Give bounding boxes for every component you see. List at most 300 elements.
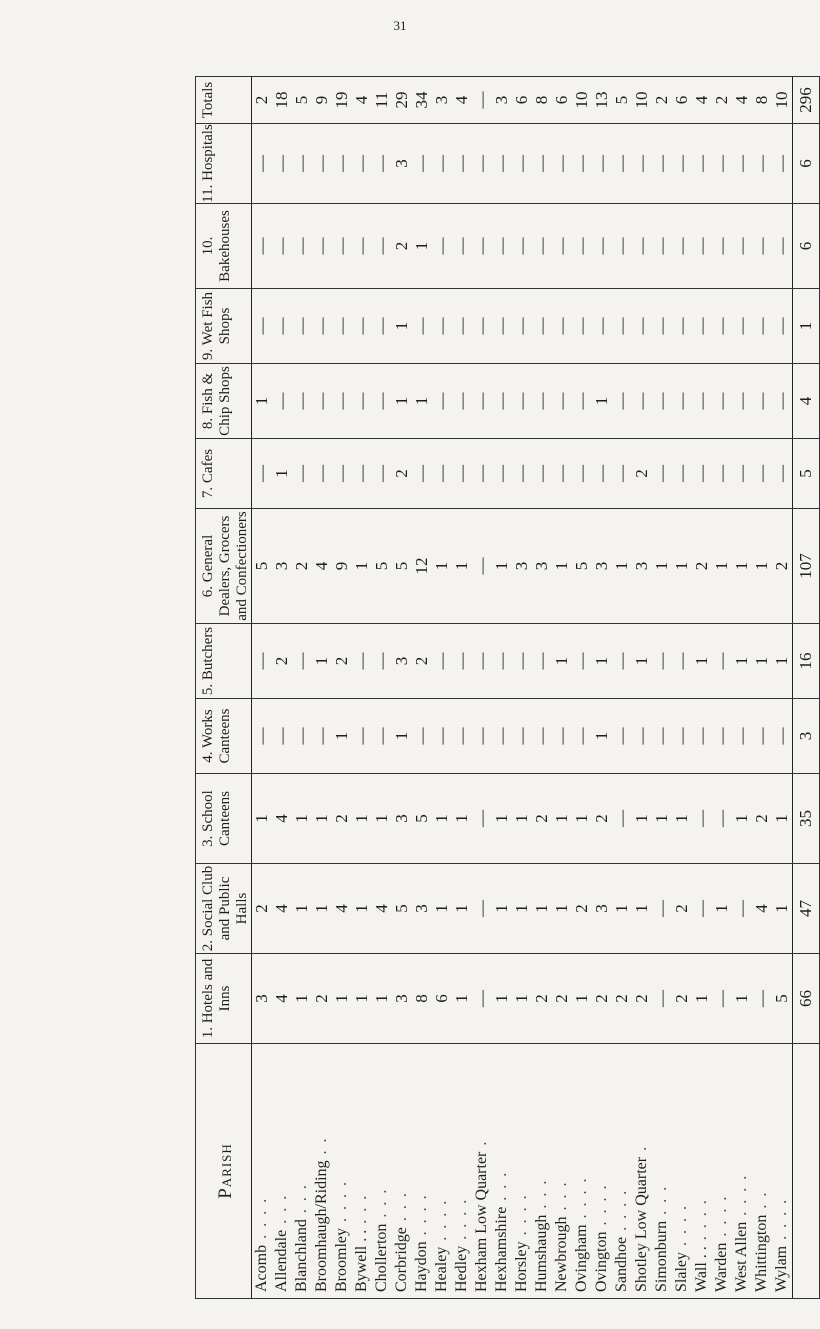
table-cell: 10 [772, 77, 793, 124]
table-cell: 1 [532, 864, 552, 954]
table-cell: — [412, 124, 432, 204]
table-cell: 1 [372, 774, 392, 864]
table-cell: — [652, 289, 672, 364]
table-cell: 2 [752, 774, 772, 864]
table-cell: — [652, 439, 672, 509]
table-cell: 2 [252, 864, 273, 954]
table-row [672, 77, 692, 1299]
table-row [532, 77, 552, 1299]
table-cell: 1 [732, 954, 752, 1044]
table-cell: 1 [412, 364, 432, 439]
table-body [252, 77, 820, 1299]
table-cell: 1 [512, 864, 532, 954]
table-cell: 1 [772, 864, 793, 954]
table-cell: — [332, 124, 352, 204]
leader-dots: . . . [553, 1180, 570, 1217]
page-number: 31 [393, 18, 407, 33]
table-cell: — [672, 439, 692, 509]
table-cell: — [552, 289, 572, 364]
table-cell: 1 [612, 864, 632, 954]
column-header: 6. General Dealers, Grocers and Confectioners [196, 509, 252, 624]
table-cell: 2 [532, 774, 552, 864]
table-cell: — [652, 954, 672, 1044]
food-premises-table-frame [195, 77, 815, 1299]
leader-dots: . . . [533, 1178, 550, 1215]
table-row [472, 77, 492, 1299]
table-cell: 1 [652, 509, 672, 624]
table-row [332, 77, 352, 1299]
table-row [632, 77, 652, 1299]
table-cell: — [452, 624, 472, 699]
parish-name [452, 1044, 472, 1299]
table-cell: — [712, 699, 732, 774]
table-cell: 1 [572, 774, 592, 864]
leader-dots: . . . . [693, 1198, 710, 1247]
parish-name [372, 1044, 392, 1299]
table-cell: — [632, 289, 652, 364]
table-cell: — [652, 624, 672, 699]
table-cell: 4 [452, 77, 472, 124]
table-cell: — [512, 204, 532, 289]
total-cell: 16 [793, 624, 820, 699]
table-cell: 2 [672, 954, 692, 1044]
table-cell: — [272, 699, 292, 774]
parish-name [272, 1044, 292, 1299]
table-cell: 2 [612, 954, 632, 1044]
table-cell: — [372, 439, 392, 509]
table-cell: — [252, 699, 273, 774]
parish-name [512, 1044, 532, 1299]
table-row [392, 77, 412, 1299]
table-cell: 34 [412, 77, 432, 124]
leader-dots: . . . [373, 1187, 390, 1224]
table-cell: 1 [552, 509, 572, 624]
table-cell: — [452, 289, 472, 364]
table-cell: 2 [632, 954, 652, 1044]
table-cell: — [372, 289, 392, 364]
table-cell: — [292, 624, 312, 699]
table-cell: — [612, 774, 632, 864]
table-cell: — [612, 124, 632, 204]
table-row [492, 77, 512, 1299]
table-cell: — [532, 289, 552, 364]
leader-dots: . . . . [733, 1173, 750, 1222]
table-cell: — [292, 289, 312, 364]
table-cell: — [492, 289, 512, 364]
table-cell: — [692, 699, 712, 774]
leader-dots: . . . [393, 1191, 410, 1228]
leader-dots: . . . . [453, 1197, 470, 1246]
table-cell: 1 [652, 774, 672, 864]
table-cell: — [472, 774, 492, 864]
table-cell: — [592, 439, 612, 509]
table-cell: — [732, 864, 752, 954]
table-cell: — [632, 204, 652, 289]
parish-label: Broomhaugh/Riding [313, 1160, 330, 1292]
table-cell: — [332, 364, 352, 439]
parish-name [752, 1044, 772, 1299]
table-cell: 4 [312, 509, 332, 624]
column-header: 8. Fish & Chip Shops [196, 364, 252, 439]
leader-dots: . . . . [613, 1188, 630, 1237]
table-cell: — [712, 439, 732, 509]
table-cell: 2 [332, 624, 352, 699]
leader-dots: . . . . [573, 1176, 590, 1225]
table-row [772, 77, 793, 1299]
table-cell: 1 [492, 509, 512, 624]
table-cell: — [372, 204, 392, 289]
table-cell: — [372, 624, 392, 699]
table-cell: — [352, 204, 372, 289]
parish-label: Humshaugh [533, 1214, 550, 1292]
table-cell: — [692, 774, 712, 864]
table-cell: — [692, 204, 712, 289]
parish-label: Slaley [673, 1252, 690, 1292]
table-cell: 1 [452, 954, 472, 1044]
table-cell: 1 [512, 954, 532, 1044]
table-cell: 8 [532, 77, 552, 124]
leader-dots: . . . . [253, 1196, 270, 1245]
table-cell: — [472, 124, 492, 204]
table-cell: 1 [352, 509, 372, 624]
table-cell: 1 [632, 774, 652, 864]
table-cell: — [612, 289, 632, 364]
table-cell: 1 [432, 864, 452, 954]
table-cell: 1 [292, 954, 312, 1044]
table-cell: 3 [392, 124, 412, 204]
leader-dots: . . . . [773, 1197, 790, 1246]
table-cell: — [492, 439, 512, 509]
parish-label: Chollerton [373, 1223, 390, 1292]
total-cell: 6 [793, 124, 820, 204]
table-cell: 6 [432, 954, 452, 1044]
parish-name [772, 1044, 793, 1299]
table-cell: 1 [352, 954, 372, 1044]
table-cell: 2 [652, 77, 672, 124]
table-cell: — [472, 439, 492, 509]
table-cell: — [492, 204, 512, 289]
table-cell: — [312, 439, 332, 509]
table-cell: — [712, 954, 732, 1044]
table-cell: — [652, 204, 672, 289]
table-cell: 2 [712, 77, 732, 124]
parish-name [632, 1044, 652, 1299]
table-cell: 3 [392, 954, 412, 1044]
table-cell: — [572, 124, 592, 204]
parish-name [572, 1044, 592, 1299]
table-row [612, 77, 632, 1299]
table-cell: 1 [632, 864, 652, 954]
table-cell: — [752, 439, 772, 509]
table-cell: — [772, 699, 793, 774]
table-cell: — [752, 954, 772, 1044]
table-cell: 2 [572, 864, 592, 954]
table-cell: 6 [512, 77, 532, 124]
table-cell: — [512, 124, 532, 204]
parish-label: Acomb [253, 1244, 270, 1292]
table-cell: 12 [412, 509, 432, 624]
food-premises-table [195, 76, 820, 1299]
total-cell: 35 [793, 774, 820, 864]
parish-label: West Allen [733, 1221, 750, 1292]
table-cell: 2 [772, 509, 793, 624]
table-cell: 2 [412, 624, 432, 699]
table-cell: — [312, 364, 332, 439]
table-cell: 4 [732, 77, 752, 124]
table-cell: 9 [332, 509, 352, 624]
table-cell: 1 [772, 624, 793, 699]
table-cell: 2 [392, 204, 412, 289]
parish-name [412, 1044, 432, 1299]
table-cell: — [292, 124, 312, 204]
table-cell: — [472, 77, 492, 124]
table-cell: 10 [572, 77, 592, 124]
parish-name [652, 1044, 672, 1299]
table-cell: — [552, 364, 572, 439]
table-cell: — [352, 364, 372, 439]
table-cell: — [552, 699, 572, 774]
parish-name [592, 1044, 612, 1299]
table-cell: 1 [452, 864, 472, 954]
table-cell: 2 [632, 439, 652, 509]
parish-label: Healey [433, 1246, 450, 1292]
table-cell: 1 [612, 509, 632, 624]
table-cell: 1 [732, 509, 752, 624]
table-cell: — [652, 699, 672, 774]
table-cell: 1 [252, 774, 273, 864]
column-header: 7. Cafes [196, 439, 252, 509]
table-cell: — [312, 204, 332, 289]
table-cell: 1 [732, 774, 752, 864]
leader-dots: . . . . [593, 1183, 610, 1232]
table-cell: — [452, 124, 472, 204]
table-row [312, 77, 332, 1299]
table-cell: — [312, 289, 332, 364]
table-cell: 1 [732, 624, 752, 699]
column-header: 2. Social Club and Public Halls [196, 864, 252, 954]
table-cell: — [412, 439, 432, 509]
parish-label: Hexham Low Quarter [473, 1151, 490, 1292]
table-cell: — [572, 624, 592, 699]
table-cell: 5 [772, 954, 793, 1044]
column-header: 10. Bakehouses [196, 204, 252, 289]
table-cell: 18 [272, 77, 292, 124]
table-cell: — [772, 289, 793, 364]
totals-row [793, 77, 820, 1299]
table-cell: — [372, 699, 392, 774]
parish-name [492, 1044, 512, 1299]
parish-label: Ovingham [573, 1224, 590, 1292]
table-cell: — [332, 289, 352, 364]
table-cell: — [532, 364, 552, 439]
table-cell: — [472, 864, 492, 954]
parish-label: Wall . . [693, 1246, 710, 1292]
table-cell: 1 [712, 509, 732, 624]
table-cell: — [472, 289, 492, 364]
table-cell: 1 [412, 204, 432, 289]
table-cell: — [692, 364, 712, 439]
table-cell: — [532, 439, 552, 509]
table-cell: 29 [392, 77, 412, 124]
table-cell: 1 [452, 509, 472, 624]
table-row [732, 77, 752, 1299]
table-cell: — [272, 364, 292, 439]
table-row [252, 77, 273, 1299]
table-cell: — [672, 699, 692, 774]
table-cell: — [752, 124, 772, 204]
table-cell: — [732, 204, 752, 289]
table-cell: — [492, 699, 512, 774]
table-cell: — [432, 289, 452, 364]
parish-label: Hexhamshire [493, 1206, 510, 1292]
table-cell: 2 [392, 439, 412, 509]
table-cell: — [692, 439, 712, 509]
parish-name [352, 1044, 372, 1299]
table-cell: — [712, 204, 732, 289]
table-cell: — [252, 204, 273, 289]
table-cell: — [572, 204, 592, 289]
table-cell: 4 [332, 864, 352, 954]
total-cell: 6 [793, 204, 820, 289]
table-cell: — [572, 439, 592, 509]
table-cell: — [672, 204, 692, 289]
table-cell: 1 [512, 774, 532, 864]
table-cell: 1 [272, 439, 292, 509]
table-row [592, 77, 612, 1299]
table-cell: — [292, 364, 312, 439]
table-cell: 1 [672, 774, 692, 864]
total-cell: 296 [793, 77, 820, 124]
table-cell: — [352, 289, 372, 364]
table-cell: 1 [552, 864, 572, 954]
leader-dots: . . . [273, 1193, 290, 1230]
table-cell: 1 [692, 624, 712, 699]
table-cell: 1 [592, 699, 612, 774]
table-row [692, 77, 712, 1299]
parish-name [332, 1044, 352, 1299]
table-cell: — [752, 204, 772, 289]
leader-dots: . . . . [673, 1204, 690, 1252]
table-cell: 3 [592, 509, 612, 624]
total-cell: 1 [793, 289, 820, 364]
leader-dots: . . . [353, 1193, 370, 1230]
table-cell: — [432, 204, 452, 289]
table-cell: — [692, 124, 712, 204]
table-cell: — [732, 439, 752, 509]
table-cell: 4 [752, 864, 772, 954]
table-cell: — [752, 699, 772, 774]
table-cell: 1 [692, 954, 712, 1044]
leader-dots: . [633, 1144, 650, 1157]
column-header: 11. Hospitals [196, 124, 252, 204]
table-cell: — [472, 699, 492, 774]
table-cell: — [432, 624, 452, 699]
parish-name [312, 1044, 332, 1299]
table-cell: — [732, 699, 752, 774]
table-cell: 3 [252, 954, 273, 1044]
table-cell: — [752, 289, 772, 364]
table-cell: 1 [492, 774, 512, 864]
table-cell: 6 [672, 77, 692, 124]
table-cell: — [672, 124, 692, 204]
table-cell: 1 [752, 624, 772, 699]
parish-label: Sandhoe [613, 1236, 630, 1292]
table-row [712, 77, 732, 1299]
table-cell: — [772, 204, 793, 289]
table-cell: — [552, 124, 572, 204]
table-cell: — [612, 624, 632, 699]
table-cell: 5 [572, 509, 592, 624]
table-cell: — [512, 364, 532, 439]
table-cell: — [672, 364, 692, 439]
table-cell: — [592, 204, 612, 289]
table-cell: — [432, 699, 452, 774]
table-row [292, 77, 312, 1299]
table-row [552, 77, 572, 1299]
table-cell: — [472, 509, 492, 624]
parish-name [532, 1044, 552, 1299]
table-cell: — [712, 124, 732, 204]
parish-label: Simonburn [653, 1220, 670, 1292]
table-cell: 1 [312, 624, 332, 699]
table-cell: 19 [332, 77, 352, 124]
table-cell: — [472, 624, 492, 699]
parish-label: Ovington [593, 1231, 610, 1292]
table-cell: — [652, 124, 672, 204]
table-cell: 2 [272, 624, 292, 699]
parish-name [472, 1044, 492, 1299]
table-cell: — [732, 289, 752, 364]
parish-label: Whittington [753, 1214, 770, 1292]
table-cell: 10 [632, 77, 652, 124]
parish-label: Wylam [773, 1245, 790, 1292]
table-cell: 5 [392, 864, 412, 954]
table-cell: 3 [392, 624, 412, 699]
table-cell: 1 [592, 364, 612, 439]
table-cell: — [772, 124, 793, 204]
leader-dots: . [473, 1139, 490, 1152]
column-header-parish: Parish [196, 1044, 252, 1299]
table-cell: — [272, 204, 292, 289]
table-cell: — [432, 439, 452, 509]
table-cell: — [732, 124, 752, 204]
table-cell: 3 [272, 509, 292, 624]
table-cell: — [292, 439, 312, 509]
leader-dots: . . . [293, 1183, 310, 1220]
table-cell: — [272, 124, 292, 204]
table-cell: — [452, 364, 472, 439]
table-row [572, 77, 592, 1299]
table-cell: — [712, 774, 732, 864]
table-cell: — [612, 699, 632, 774]
leader-dots: . . . . [713, 1194, 730, 1243]
parish-label: Haydon [413, 1241, 430, 1292]
table-cell: — [312, 124, 332, 204]
column-header: Totals [196, 77, 252, 124]
table-cell: — [652, 364, 672, 439]
table-cell: 5 [392, 509, 412, 624]
table-cell: 2 [332, 774, 352, 864]
table-row [432, 77, 452, 1299]
table-cell: — [712, 624, 732, 699]
column-header: 4. Works Canteens [196, 699, 252, 774]
table-cell: 2 [692, 509, 712, 624]
table-cell: 1 [292, 864, 312, 954]
table-cell: — [572, 364, 592, 439]
table-cell: 1 [452, 774, 472, 864]
table-cell: — [532, 204, 552, 289]
parish-name [252, 1044, 273, 1299]
